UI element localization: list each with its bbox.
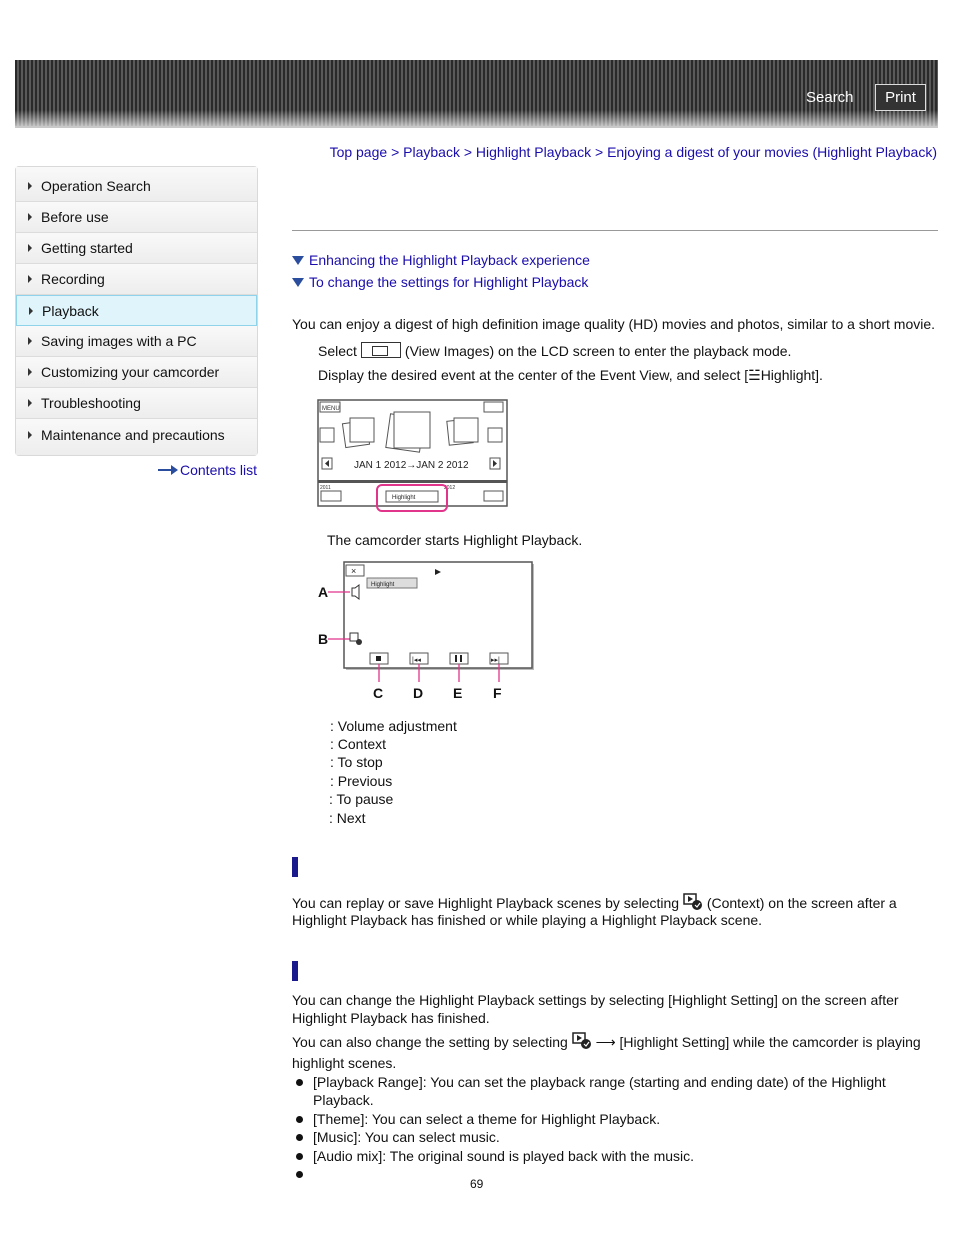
label-b: B bbox=[318, 631, 329, 647]
label-f: F bbox=[493, 685, 502, 701]
triangle-right-icon bbox=[28, 182, 32, 190]
section-marker bbox=[292, 961, 298, 981]
bullet-item-cont: Playback. bbox=[313, 1092, 374, 1108]
bullet-icon bbox=[296, 1116, 303, 1123]
arrow-right-icon: ⟶ bbox=[595, 1034, 616, 1050]
search-link[interactable]: Search bbox=[806, 89, 854, 106]
section2-p2-cont: highlight scenes. bbox=[292, 1055, 397, 1071]
arrow-right-icon bbox=[158, 465, 178, 475]
triangle-right-icon bbox=[28, 399, 32, 407]
year-left-label: 2011 bbox=[320, 485, 331, 491]
context-icon bbox=[683, 893, 703, 911]
bullet-item: [Music]: You can select music. bbox=[313, 1129, 500, 1145]
bullet-item: [Audio mix]: The original sound is played back with the music. bbox=[313, 1148, 695, 1164]
view-images-icon bbox=[361, 342, 401, 358]
legend-item: : Volume adjustment bbox=[330, 718, 457, 734]
sidebar-item-troubleshooting[interactable]: Troubleshooting bbox=[16, 388, 257, 419]
menu-label: MENU bbox=[322, 406, 340, 412]
triangle-right-icon bbox=[28, 244, 32, 252]
intro-text: You can enjoy a digest of high definition image quality (HD) movies and photos, similar to a short movie. bbox=[292, 316, 936, 332]
pause-icon bbox=[455, 655, 457, 662]
legend-item: : To pause bbox=[329, 791, 394, 807]
bullet-item: [Playback Range]: You can set the playback range (starting and ending date) of the Highlight bbox=[313, 1074, 886, 1090]
anchor-link-enhancing[interactable]: Enhancing the Highlight Playback experience bbox=[292, 252, 590, 268]
playback-screen-figure bbox=[314, 560, 540, 704]
breadcrumb-playback[interactable]: Playback bbox=[403, 144, 460, 160]
year-right-label: 2012 bbox=[444, 485, 456, 491]
triangle-right-icon bbox=[28, 213, 32, 221]
triangle-right-icon bbox=[28, 368, 32, 376]
triangle-down-icon bbox=[292, 256, 304, 265]
breadcrumb-current-page[interactable]: Enjoying a digest of your movies (Highlight Playback) bbox=[607, 144, 937, 160]
sidebar-item-recording[interactable]: Recording bbox=[16, 264, 257, 295]
section2-p1-cont: Highlight Playback has finished. bbox=[292, 1010, 490, 1026]
breadcrumb-highlight-playback[interactable]: Highlight Playback bbox=[475, 144, 592, 160]
legend-item: : Context bbox=[330, 736, 387, 752]
previous-icon: |◂◂ bbox=[412, 657, 421, 664]
sidebar-item-getting-started[interactable]: Getting started bbox=[16, 233, 257, 264]
section-marker bbox=[292, 857, 298, 877]
label-d: D bbox=[413, 685, 424, 701]
triangle-down-icon bbox=[292, 278, 304, 287]
event-view-figure bbox=[316, 398, 512, 516]
divider bbox=[292, 230, 938, 231]
highlight-button-label: Highlight bbox=[392, 495, 416, 501]
sidebar-item-maintenance[interactable]: Maintenance and precautions bbox=[16, 419, 257, 455]
page-number: 69 bbox=[470, 1177, 484, 1191]
bullet-icon bbox=[296, 1079, 303, 1086]
label-c: C bbox=[373, 685, 384, 701]
triangle-right-icon bbox=[28, 431, 32, 439]
header-bar bbox=[15, 60, 938, 128]
starts-text: The camcorder starts Highlight Playback. bbox=[327, 532, 583, 548]
breadcrumb-top-page[interactable]: Top page bbox=[329, 144, 388, 160]
bullet-item: [Theme]: You can select a theme for Highlight Playback. bbox=[313, 1111, 661, 1127]
label-a: A bbox=[318, 584, 329, 600]
sidebar-item-playback[interactable]: Playback bbox=[16, 295, 257, 326]
sidebar-item-customizing[interactable]: Customizing your camcorder bbox=[16, 357, 257, 388]
sidebar-item-saving-images[interactable]: Saving images with a PC bbox=[16, 326, 257, 357]
highlight-badge: Highlight bbox=[371, 582, 395, 588]
bullet-icon bbox=[296, 1134, 303, 1141]
close-icon: × bbox=[351, 566, 357, 576]
label-e: E bbox=[453, 685, 463, 701]
sidebar-nav bbox=[15, 166, 258, 456]
step-2: Display the desired event at the center of the Event View, and select [☱Highlight]. bbox=[318, 367, 823, 383]
legend-item: : Previous bbox=[330, 773, 393, 789]
triangle-right-icon bbox=[28, 275, 32, 283]
next-icon: ▸▸| bbox=[491, 657, 500, 664]
contents-list-link[interactable]: Contents list bbox=[158, 462, 257, 478]
print-button[interactable]: Print bbox=[875, 84, 926, 111]
highlight-icon: ☱ bbox=[748, 367, 761, 383]
stop-icon bbox=[376, 656, 381, 661]
section1-paragraph: You can replay or save Highlight Playback scenes by selecting (Context) on the screen after a bbox=[292, 895, 897, 911]
legend-item: : To stop bbox=[330, 754, 383, 770]
legend-item: : Next bbox=[329, 810, 366, 826]
section2-p2: You can also change the setting by selecting ⟶ [Highlight Setting] while the camcorder is playing bbox=[292, 1034, 921, 1050]
breadcrumb: Top page > Playback > Highlight Playback > Enjoying a digest of your movies (Highlight Playback) bbox=[329, 144, 937, 160]
anchor-link-settings[interactable]: To change the settings for Highlight Playback bbox=[292, 274, 588, 290]
triangle-right-icon bbox=[29, 307, 33, 315]
context-icon bbox=[572, 1032, 592, 1050]
sidebar-item-before-use[interactable]: Before use bbox=[16, 202, 257, 233]
bullet-icon bbox=[296, 1171, 303, 1178]
section1-paragraph-cont: Highlight Playback has finished or while playing a Highlight Playback scene. bbox=[292, 912, 763, 928]
bullet-icon bbox=[296, 1153, 303, 1160]
date-range-label: JAN 1 2012→JAN 2 2012 bbox=[354, 460, 469, 471]
step-1: Select (View Images) on the LCD screen to enter the playback mode. bbox=[318, 343, 792, 359]
sidebar-item-operation-search[interactable]: Operation Search bbox=[16, 167, 257, 202]
section2-p1: You can change the Highlight Playback settings by selecting [Highlight Setting] on the screen after bbox=[292, 992, 899, 1008]
triangle-right-icon bbox=[28, 337, 32, 345]
